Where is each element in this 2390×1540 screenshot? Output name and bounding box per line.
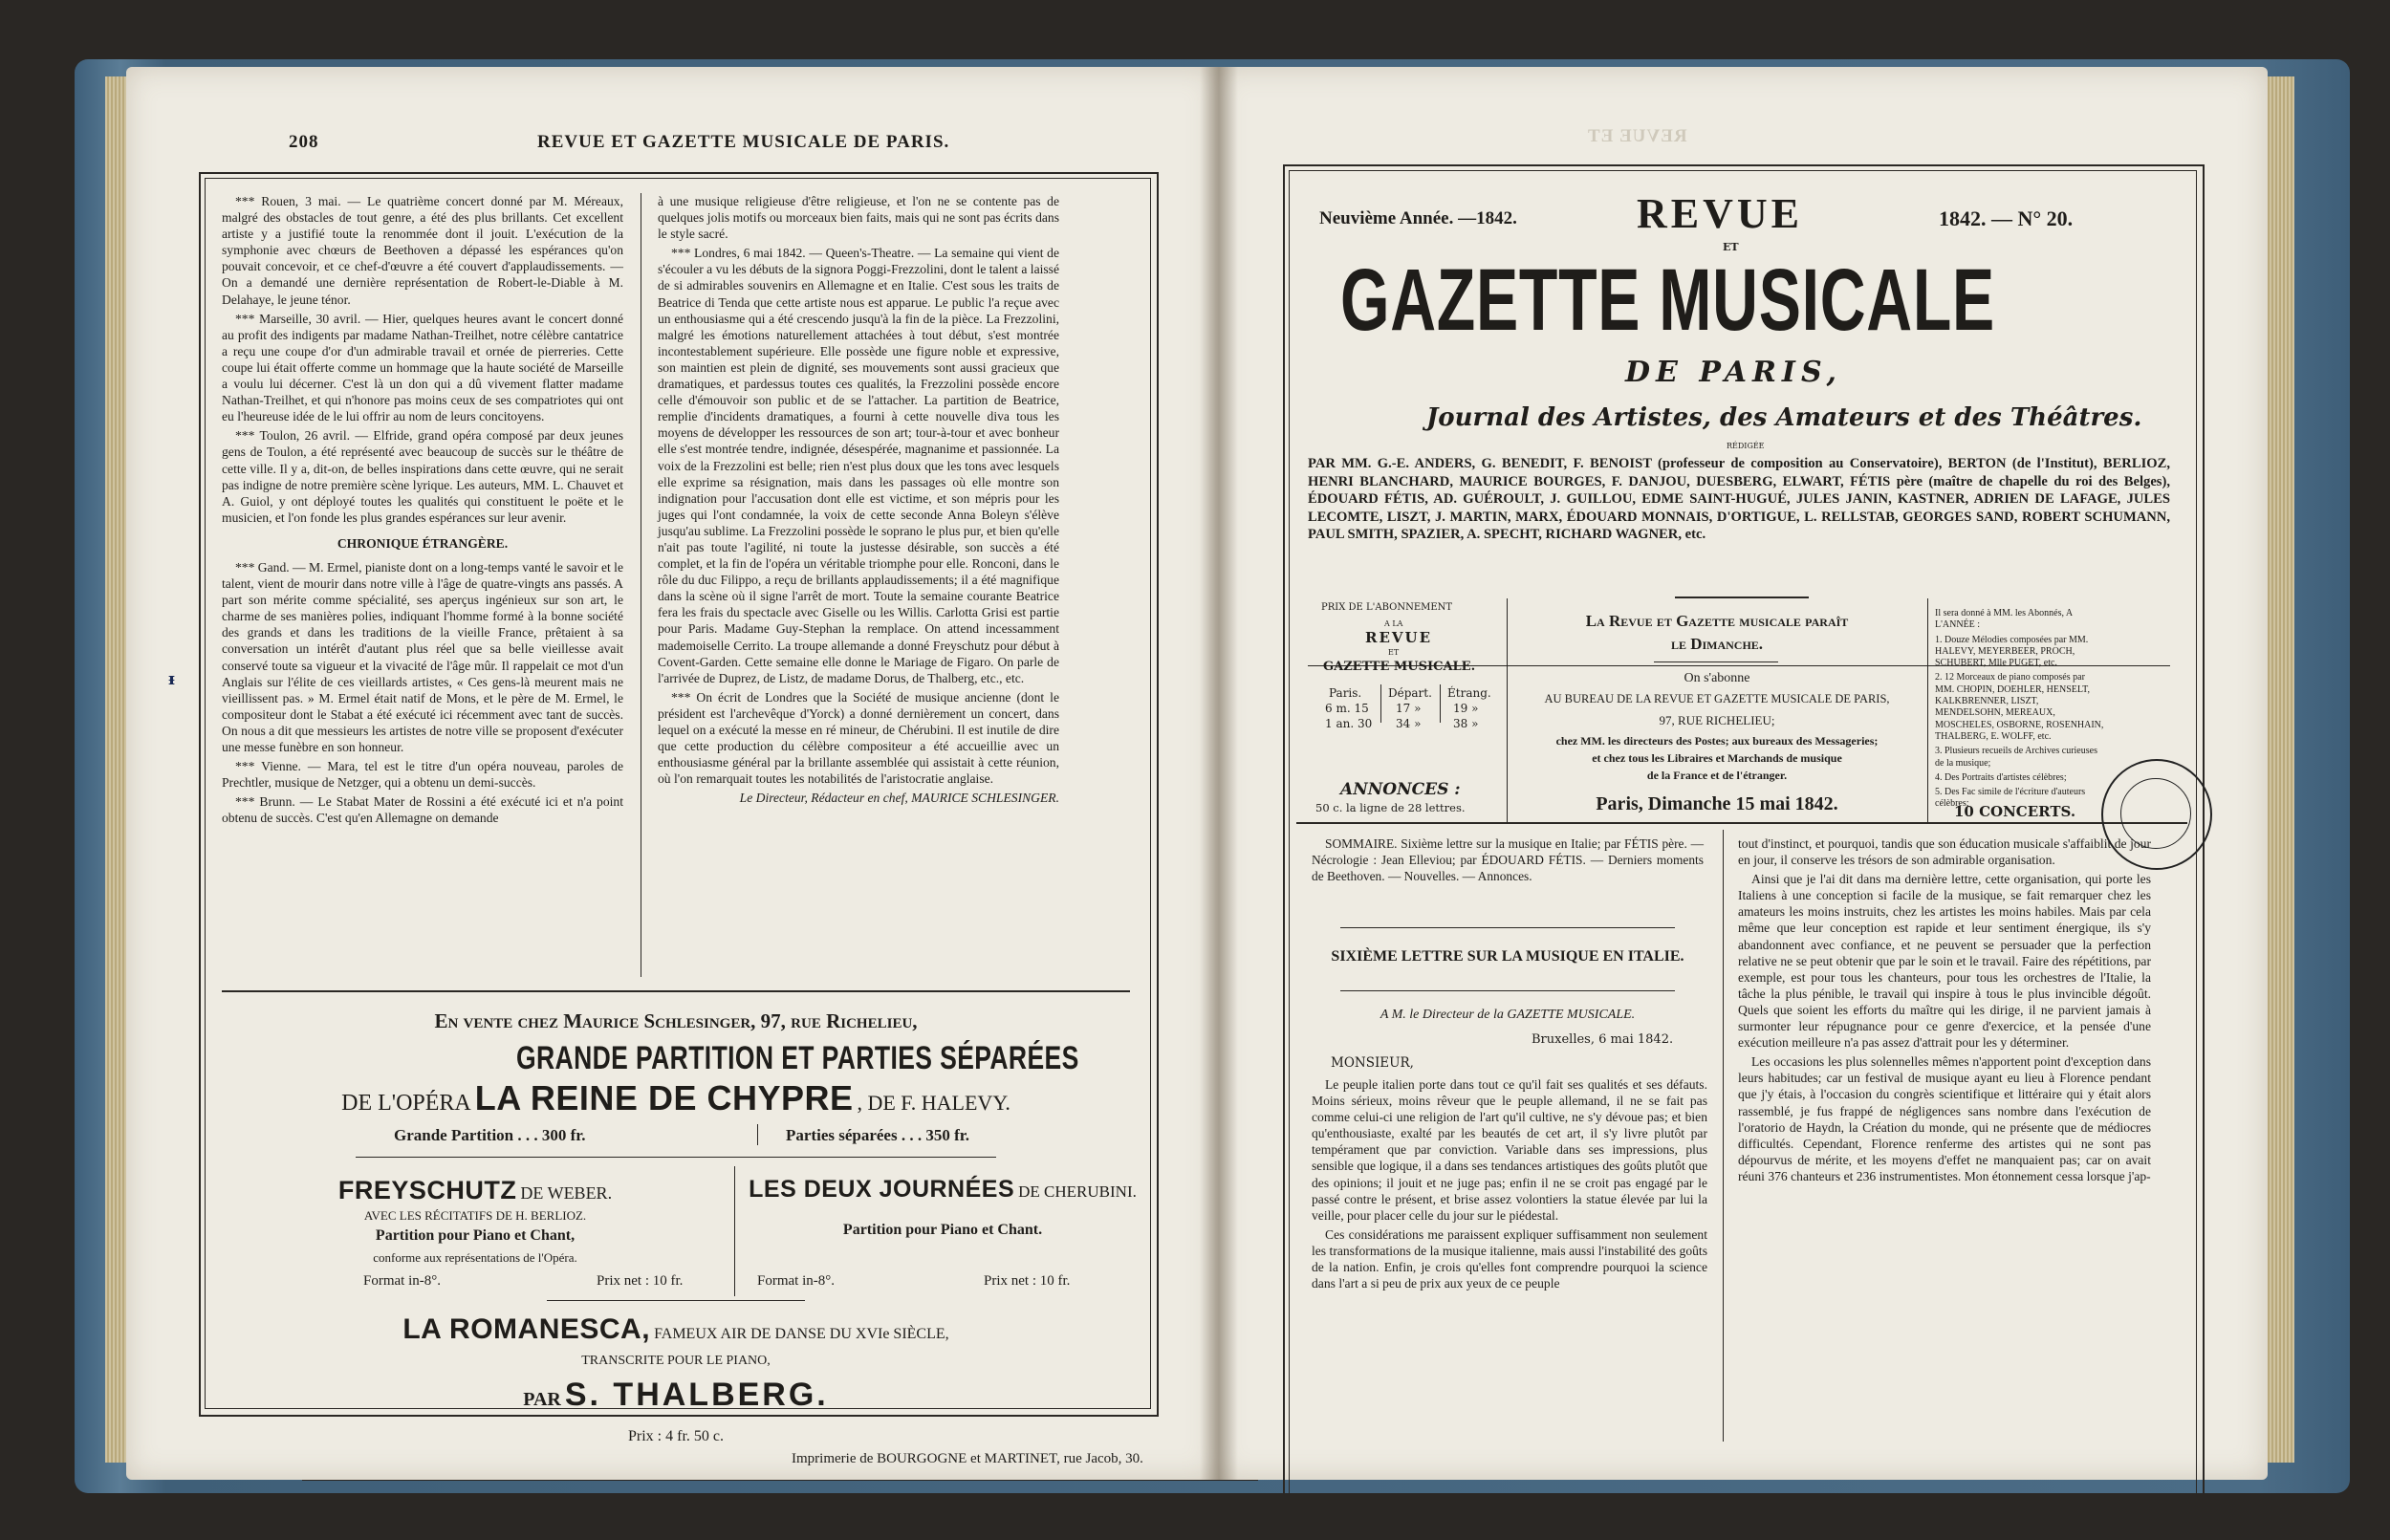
premium-2: 2. 12 Morceaux de piano composés par MM. CHOPIN, DOEHLER, HENSELT, KALKBRENNER, LISZT, MENDELSOHN, MEREAUX, MOSCHELES, OSBORNE, ROSENHAIN, THALBERG, E. WOLFF, etc. <box>1935 672 2104 742</box>
news-gand: *** Gand. — M. Ermel, pianiste dont on a long-temps vanté le savoir et le talent, vient de mourir dans notre ville à l'âge de quatre-vingts ans passés. A part son mérite comme spécialité, ses aperçus ingénieux sur son art, le charme de ses manières polies, indiquant l'homme formé à la bonne société des grands et dans les traditions de la vieille France, prêtaient à sa conversation un intérêt d'autant plus réel que sa belle vieillesse avait conservé toute sa vigueur et la vivacité de l'âge mûr. Il rappelait ce mot d'un Anglais sur l'élite de ces vieillards artistes, « Ces gens-là meurent mais ne vieillissent pas. » M. Ermel était natif de Mons, et le père de M. Ermel, le compositeur dont le Stabat a été exécuté ici récemment avec tant de succès. On nous a dit que messieurs les artistes de notre ville se proposent d'exécuter une messe funèbre en son honneur. <box>222 559 623 754</box>
ad-lower-rule <box>547 1300 805 1301</box>
article-column-a <box>1312 1076 1707 1440</box>
ad-freyschutz-recit: AVEC LES RÉCITATIFS DE H. BERLIOZ. <box>363 1208 587 1223</box>
tarif-6m-paris: 6 m. 15 <box>1325 702 1369 715</box>
ad-deux-journees-line <box>742 1176 1143 1204</box>
france-line: de la France et de l'étranger. <box>1646 769 1788 782</box>
left-column-2 <box>658 193 1059 977</box>
right-page-edges <box>2266 76 2294 1463</box>
ad-deux-journees-title: LES DEUX JOURNÉES <box>749 1176 1015 1203</box>
article-para-5: Les occasions les plus solennelles mêmes n'apportent point d'exception dans leurs habitudes; car un festival de musique ayant eu lieu à Florence pendant que j'y étais, à l'occasion du congrès scientifique et littéraire qui y était alors rassemblé, je fus frappé de négligences sans nombre dans l'exécution de l'oratorio de Haydn, la Création du monde, qui ne présente que de médiocres difficultés. Cependant, Florence renferme des artistes qui ne sont pas dépourvus de mérite, et les moyens d'effet ne manquaient pas; car on avait réuni 376 chanteurs et 236 instrumentistes. Mon étonnement cessa lorsque j'ap- <box>1738 1054 2151 1183</box>
abonnement-prix: PRIX DE L'ABONNEMENT <box>1321 602 1453 613</box>
left-column-1 <box>222 193 623 977</box>
abonnement-et: ET <box>1388 648 1400 657</box>
right-page <box>1216 67 2268 1480</box>
news-marseille: *** Marseille, 30 avril. — Hier, quelques heures avant le concert donné au profit des indigents par madame Nathan-Treilhet, notre célèbre cantatrice a reçu une coupe d'or d'un admirable travail et ornée de pierreries. Cette coupe lui était offerte comme un hommage que la haute société de Marseille a voulu lui décerner. C'est là un don qui a dû vivement flatter madame Nathan-Treilhet, et qui n'honore pas moins ceux de ses compatriotes qui ont eu l'heureuse idée de le lui offrir au nom de leurs concitoyens. <box>222 311 623 424</box>
abonnement-a-la: A LA <box>1384 619 1403 628</box>
bureau-line: AU BUREAU DE LA REVUE ET GAZETTE MUSICALE DE PARIS, <box>1544 692 1890 705</box>
libraires-line: et chez tous les Libraires et Marchands de musique <box>1592 751 1842 765</box>
ad-romanesca-author-line <box>222 1377 1130 1414</box>
ornament-rule <box>1675 596 1809 598</box>
running-head: REVUE ET GAZETTE MUSICALE DE PARIS. <box>537 132 950 152</box>
sommaire-rule-1 <box>1340 927 1675 928</box>
issue-number: 1842. — N° 20. <box>1939 206 2074 230</box>
article-column-divider <box>1723 830 1724 1442</box>
masthead-de-paris: DE PARIS, <box>1625 356 1842 389</box>
premium-1: 1. Douze Mélodies composées par MM. HALEVY, MEYERBEER, PROCH, SCHUBERT, Mlle PUGET, etc. <box>1935 634 2089 669</box>
tarif-1an-paris: 1 an. 30 <box>1325 717 1373 730</box>
ad-deux-journees-composer: DE CHERUBINI. <box>1018 1182 1137 1201</box>
ad-vente-line: En vente chez Maurice Schlesinger, 97, rue Richelieu, <box>434 1009 918 1032</box>
article-para-1: Le peuple italien porte dans tout ce qu'il fait ses qualités et ses défauts. Moins sérieux, moins rêveur que le peuple allemand, il ne se fait pas comme celui-ci une religion de l'art qu'il cultive, ne s'y dévoue pas; et bien qu'enthousiaste, exalté par les beautés de cet art, il s'y livre plutôt par tempérament que par conviction. Variable dans ses impressions, plus sensible que logique, il a dans ses tendances artistiques des goûts plutôt que des opinions; il jouit et ne juge pas; enfin il ne se croit pas engagé par le passé contre le présent, et brise assez volontiers la statue élevée par lui la veille, pour placer celle du jour sur le piédestal. <box>1312 1077 1707 1223</box>
article-para-3: tout d'instinct, et pourquoi, tandis que son éducation musicale s'affaiblit de jour en jour, il conserve les trésors de son admirable organisation. <box>1738 836 2151 868</box>
tarif-6m-etrang: 19 » <box>1453 702 1479 715</box>
ad-top-rule <box>222 990 1130 992</box>
ad-romanesca-title: LA ROMANESCA, <box>402 1313 651 1345</box>
article-greeting: MONSIEUR, <box>1331 1055 1414 1071</box>
ad-freyschutz-conforme: conforme aux représentations de l'Opéra. <box>373 1250 577 1265</box>
ad-deux-journees-partition: Partition pour Piano et Chant. <box>842 1222 1043 1238</box>
tarif-header-paris: Paris. <box>1329 686 1362 700</box>
tarif-1an-etrang: 38 » <box>1453 717 1479 730</box>
ad-freyschutz-composer: DE WEBER. <box>520 1183 613 1203</box>
masthead-journal: Journal des Artistes, des Amateurs et des Théâtres. <box>1426 403 2142 432</box>
imprint-rule <box>302 1480 1258 1481</box>
ad-deux-journees-prix: Prix net : 10 fr. <box>984 1273 1071 1289</box>
premium-5: 5. Des Fac simile de l'écriture d'auteurs célèbres; <box>1935 787 2086 810</box>
ad-grande-price: Grande Partition . . . 300 fr. <box>394 1126 586 1144</box>
parait-line: La Revue et Gazette musicale paraît <box>1585 612 1849 630</box>
news-continued: à une musique religieuse d'être religieuse, et l'on ne se contente pas de quelques jolis motifs ou morceaux bien faits, mais qui ne sont pas écrits dans le style sacré. <box>658 194 1059 242</box>
tarif-header-depart: Départ. <box>1388 686 1432 700</box>
sommaire-text: SOMMAIRE. Sixième lettre sur la musique en Italie; par FÉTIS père. — Nécrologie : Jean Elleviou; par ÉDOUARD FÉTIS. — Derniers moments de Beethoven. — Nouvelles. — Annonces. <box>1312 836 1704 883</box>
ad-romanesca-author: S. THALBERG. <box>564 1377 829 1413</box>
ad-freyschutz-format: Format in-8°. <box>363 1273 441 1289</box>
ad-romanesca-subtitle: FAMEUX AIR DE DANSE DU XVIe SIÈCLE, <box>654 1326 949 1342</box>
premiums-box <box>1935 608 2105 810</box>
tarif-6m-depart: 17 » <box>1396 702 1422 715</box>
rue-line: 97, RUE RICHELIEU; <box>1659 713 1775 727</box>
annonces-rate: 50 c. la ligne de 28 lettres. <box>1315 801 1466 814</box>
library-stamp <box>2101 759 2212 870</box>
ad-freyschutz-title: FREYSCHUTZ <box>337 1176 517 1204</box>
news-londres: *** Londres, 6 mai 1842. — Queen's-Theatre. — La semaine qui vient de s'écouler a vu les débuts de la signora Poggi-Frezzolini, dont le talent a laissé de si admirables souvenirs en Allemagne et en Italie. C'est sous les traits de Beatrice di Tenda que cette artiste nous est apparue. Le public l'a reçue avec un enthousiasme qui a été crescendo jusqu'à la fin de la pièce. La Frezzolini, malgré les émotions naturellement attachées à tout début, s'est montrée incontestablement supérieure. Elle possède une figure noble et expressive, son maintien est plein de dignité, ses mouvements sont aussi gracieux que dramatiques, et pardessus toutes ces qualités, la Frezzolini possède encore celle d'émouvoir son public et de se l'attacher. La partition de Beatrice, remplie d'incidents dramatiques, a fourni à cette nouvelle diva tous les moyens de développer les ressources de son art; tour-à-tour et avec bonheur elle s'est montrée tendre, indignée, désespérée, magnanime et passionnée. La voix de la Frezzolini est belle; rien n'est plus doux que les tons avec lesquels elle exprime sa résignation, mais dans les passages où elle montre son indignation pour l'accusation dont elle est victime, et son mépris pour les juges qui l'ont condamnée, la voix de cette seconde Anna Boleyn s'élève jusqu'au sublime. La Frezzolini possède le soprano le plus pur, et bien qu'elle n'ait pas toute l'agilité, ni toute la justesse désirable, son succès a été complet, et la fin de l'opéra un véritable triomphe pour elle. Ronconi, dans le rôle du duc Filippo, a reçu de brillants applaudissements; il a été magnifique dans la scène où il signe l'arrêt de mort. Toute la semaine courante Beatrice fera les frais du spectacle avec Giselle ou les Willis. Carlotta Grisi est partie pour Paris. Madame Guy-Stephan la remplace. On attend incessamment mademoiselle Cerrito. La troupe allemande a donné Freyschutz pour début à Covent-Garden. Cette semaine elle donne le Mariage de Figaro. On parle de l'arrivée de Duprez, de Listz, de madame Dorus, de Thalberg, etc., etc. <box>658 246 1059 685</box>
premium-concerts: 10 CONCERTS. <box>1954 803 2076 820</box>
article-address: A M. le Directeur de la GAZETTE MUSICALE. <box>1380 1008 1636 1022</box>
ad-romanesca-line <box>222 1313 1130 1346</box>
article-title: SIXIÈME LETTRE SUR LA MUSIQUE EN ITALIE. <box>1331 948 1684 965</box>
masthead-revue: REVUE <box>1637 190 1804 237</box>
ad-parties-price: Parties séparées . . . 350 fr. <box>786 1126 969 1144</box>
ad-romanesca-par: PAR <box>523 1389 561 1410</box>
masthead-redigee: RÉDIGÉE <box>1727 442 1765 450</box>
masthead-box-divider-right <box>1927 598 1928 824</box>
ad-freyschutz-title-line <box>222 1176 728 1205</box>
ad-price-divider <box>757 1124 758 1145</box>
article-place-date: Bruxelles, 6 mai 1842. <box>1532 1032 1674 1047</box>
ad-mid-rule <box>356 1157 996 1158</box>
ad-freyschutz-prix: Prix net : 10 fr. <box>597 1273 684 1289</box>
masthead-et: ET <box>1723 241 1739 253</box>
sommaire-block <box>1312 835 1704 923</box>
left-page <box>126 67 1216 1480</box>
contributors-text: PAR MM. G.-E. ANDERS, G. BENEDIT, F. BENOIST (professeur de composition au Conservatoire), BERTON (de l'Institut), BERLIOZ, HENRI BLANCHARD, MAURICE BOURGES, F. DANJOU, DUESBERG, ELWART, FÉTIS père (maître de chapelle du roi des Belges), ÉDOUARD FÉTIS, AD. GUÉROULT, J. GUILLOU, EDME SAINT-HUGUÉ, JULES JANIN, KASTNER, ADRIEN DE LAFAGE, JULES LECOMTE, LISZT, J. MARTIN, MARX, ÉDOUARD MONNAIS, D'ORTIGUE, L. RELLSTAB, GEORGES SAND, ROBERT SCHUMANN, PAUL SMITH, SPAZIER, A. SPECHT, RICHARD WAGNER, etc. <box>1308 456 2170 542</box>
news-londres-2: *** On écrit de Londres que la Société de musique ancienne (dont le président est l'archevêque d'Yorck) a donné dernièrement un concert, dans lequel on a exécuté la messe en ré mineur, de Chérubini. Il est inutile de dire que cette production du célèbre compositeur a été accueillie avec un enthousiasme général par la brillante assemblée qui assistait à cette réunion, où l'on remarquait toutes les notabilités de l'aristocratie anglaise. <box>658 689 1059 787</box>
ad-freyschutz-partition: Partition pour Piano et Chant, <box>375 1227 576 1244</box>
issue-date: Paris, Dimanche 15 mai 1842. <box>1596 793 1838 814</box>
news-brunn: *** Brunn. — Le Stabat Mater de Rossini a été exécuté ici et n'a point obtenu de succès. C'est qu'en Allemagne on demande <box>222 794 623 826</box>
tarif-divider-2 <box>1440 684 1441 723</box>
tarif-1an-depart: 34 » <box>1396 717 1422 730</box>
annonces-label: ANNONCES : <box>1340 780 1461 799</box>
ad-romanesca-transcrite: TRANSCRITE POUR LE PIANO, <box>581 1354 771 1368</box>
contributors-list <box>1308 455 2170 562</box>
left-page-edges <box>105 76 128 1463</box>
news-vienne: *** Vienne. — Mara, tel est le titre d'un opéra nouveau, paroles de Prechtler, musique de Netzger, qui a obtenu un demi-succès. <box>222 759 623 791</box>
abonnement-revue: REVUE <box>1365 629 1433 646</box>
volume-year: Neuvième Année. —1842. <box>1319 208 1517 228</box>
tarif-divider-1 <box>1380 684 1381 723</box>
chez-line: chez MM. les directeurs des Postes; aux bureaux des Messageries; <box>1555 734 1879 748</box>
masthead-gazette-musicale: GAZETTE MUSICALE <box>1340 251 1995 349</box>
article-column-b <box>1738 835 2151 1442</box>
sommaire-rule-2 <box>1340 990 1675 991</box>
ad-opera-line <box>222 1078 1130 1118</box>
news-rouen: *** Rouen, 3 mai. — Le quatrième concert donné par M. Méreaux, malgré des obstacles de tout genre, a été des plus brillants. Cet excellent artiste y a justifié toute la renommée dont il jouit. L'exécution de la symphonie avec chœurs de Beethoven a dépassé les espérances qu'on pouvait concevoir, et ce chef-d'œuvre a été couvert d'applaudissements. — On a demandé une dernière représentation de Robert-le-Diable à M. Delahaye, le jeune ténor. <box>222 194 623 307</box>
ad-opera-pre: DE L'OPÉRA <box>341 1091 471 1116</box>
article-para-4: Ainsi que je l'ai dit dans ma dernière lettre, cette organisation, qui porte les Italiens à une conception si facile de la musique, se fait remarquer chez les amateurs les moins instruits, chez les artistes les moins habiles. Mais par cela même que leur conception est rapide et leur sentiment énergique, ils s'y abandonnent avec confiance, et ne peuvent se persuader que la perfection relative ne se peut obtenir que par le soin et le travail. Faire des répétitions, par exemple, est pour tous les chanteurs, pour tous les orchestres de l'Italie, la tâche la plus pénible, le travail qui inspire à tous le plus invincible dégoût. Quels que soient les efforts du maître qui les dirige, il ne parvient jamais à surmonter leur répugnance pour ce genre d'exercice, et la pensée d'une exécution meilleure n'a pas assez d'attrait pour les y déterminer. <box>1738 872 2151 1051</box>
article-para-2: Ces considérations me paraissent expliquer suffisamment non seulement les transformations de la musique italienne, mais aussi l'instabilité des goûts de la nation. Enfin, je crois qu'elles font comprendre pourquoi la science dans l'art a si peu de prix aux yeux de ce peuple <box>1312 1226 1707 1291</box>
section-heading: CHRONIQUE ÉTRANGÈRE. <box>337 535 509 551</box>
ad-grande-partition-heading: GRANDE PARTITION ET PARTIES SÉPARÉES <box>516 1040 1079 1076</box>
ad-vertical-rule <box>734 1166 735 1296</box>
ad-romanesca-prix: Prix : 4 fr. 50 c. <box>628 1428 724 1444</box>
masthead-box-divider-left <box>1507 598 1508 824</box>
library-stamp-inner <box>2120 778 2191 849</box>
ad-deux-journees-format: Format in-8°. <box>757 1273 835 1289</box>
premiums-intro: Il sera donné à MM. les Abonnés, A L'ANNÉE : <box>1935 608 2073 631</box>
book-gutter <box>1200 67 1238 1480</box>
premium-4: 4. Des Portraits d'artistes célèbres; <box>1935 771 2067 783</box>
editor-signature: Le Directeur, Rédacteur en chef, MAURICE SCHLESINGER. <box>739 791 1059 806</box>
ad-opera-title: LA REINE DE CHYPRE <box>474 1078 854 1117</box>
news-toulon: *** Toulon, 26 avril. — Elfride, grand opéra composé par deux jeunes gens de Toulon, a été représenté avec beaucoup de succès sur le théâtre de cette ville. Il y a, dit-on, de belles inspirations dans cette œuvre, qui ne serait pas indigne de notre première scène lyrique. Les auteurs, MM. L. Chauvet et A. Guiol, y ont déployé toutes les qualités qui constituent le poëte et le musicien, et l'on fonde les plus grandes espérances sur leur avenir. <box>222 428 623 525</box>
show-through-head: REVUE ET <box>1587 126 1687 146</box>
tarif-header-etrang: Étrang. <box>1447 686 1491 700</box>
premium-3: 3. Plusieurs recueils de Archives curieuses de la musique; <box>1935 746 2097 769</box>
abonne-line: On s'abonne <box>1684 671 1750 685</box>
imprint: Imprimerie de BOURGOGNE et MARTINET, rue Jacob, 30. <box>792 1451 1143 1466</box>
ad-opera-composer: , DE F. HALEVY. <box>857 1091 1010 1115</box>
abonnement-gazette: GAZETTE MUSICALE. <box>1323 660 1476 674</box>
ink-mark: ᵻ <box>168 669 175 689</box>
sommaire-top-rule <box>1296 822 2187 824</box>
page-number: 208 <box>289 132 319 152</box>
dimanche-line: le Dimanche. <box>1670 635 1764 653</box>
